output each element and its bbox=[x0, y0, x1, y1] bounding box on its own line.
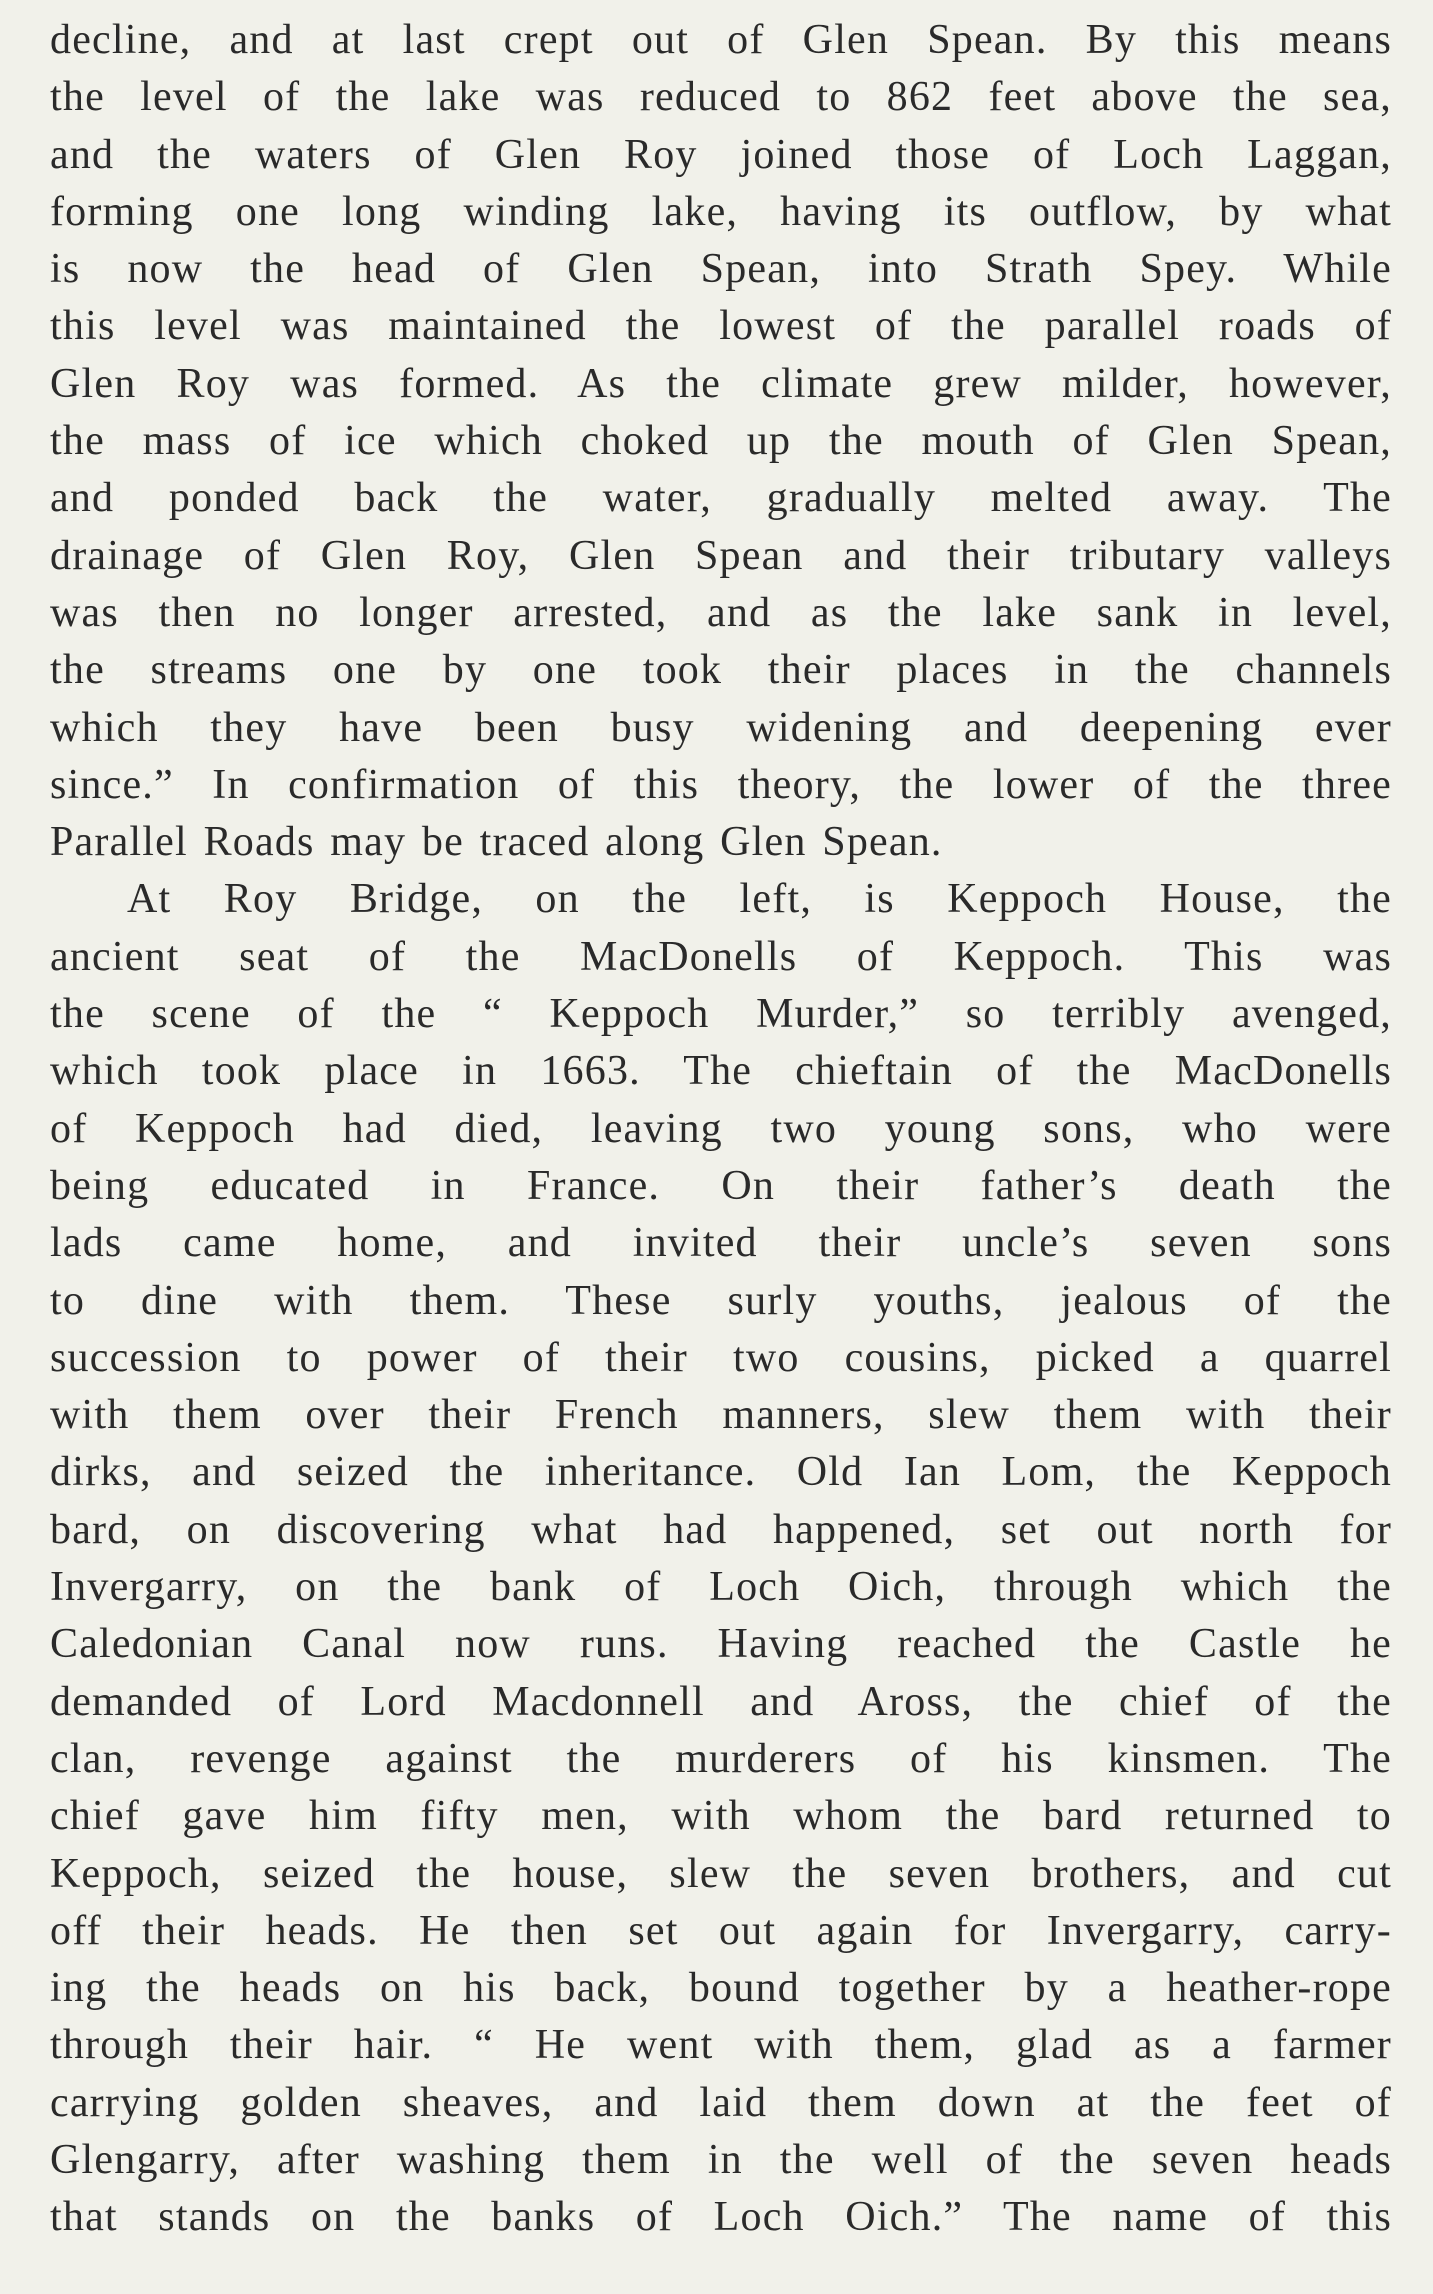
text-line: since.” In confirmation of this theory, the lower of the three bbox=[50, 761, 1392, 808]
text-line: Keppoch, seized the house, slew the seven brothers, and cut bbox=[50, 1850, 1392, 1897]
text-line: through their hair. “ He went with them, glad as a farmer bbox=[50, 2022, 1392, 2069]
text-line: ancient seat of the MacDonells of Keppoch. This was bbox=[50, 933, 1392, 980]
text-line: to dine with them. These surly youths, jealous of the bbox=[50, 1277, 1392, 1324]
text-line: dirks, and seized the inheritance. Old Ian Lom, the Keppoch bbox=[50, 1449, 1392, 1496]
text-line: and the waters of Glen Roy joined those of Loch Laggan, bbox=[50, 131, 1392, 178]
text-line: drainage of Glen Roy, Glen Spean and their tributary valleys bbox=[50, 532, 1392, 579]
text-line: Glengarry, after washing them in the well of the seven heads bbox=[50, 2136, 1392, 2183]
text-line: Glen Roy was formed. As the climate grew milder, however, bbox=[50, 360, 1392, 407]
text-line: which took place in 1663. The chieftain of the MacDonells bbox=[50, 1048, 1392, 1095]
text-line: with them over their French manners, slew them with their bbox=[50, 1392, 1392, 1439]
paragraph-end-line: Parallel Roads may be traced along Glen Spean. bbox=[50, 819, 943, 866]
text-line: forming one long winding lake, having its outflow, by what bbox=[50, 188, 1392, 235]
paragraph-start-line: At Roy Bridge, on the left, is Keppoch House, the bbox=[127, 876, 1392, 923]
text-line: the mass of ice which choked up the mouth of Glen Spean, bbox=[50, 418, 1392, 465]
text-line: the level of the lake was reduced to 862 feet above the sea, bbox=[50, 74, 1392, 121]
text-line: being educated in France. On their father’s death the bbox=[50, 1162, 1392, 1209]
text-line: clan, revenge against the murderers of his kinsmen. The bbox=[50, 1735, 1392, 1782]
text-line: off their heads. He then set out again for Invergarry, carry- bbox=[50, 1907, 1392, 1954]
text-line: ing the heads on his back, bound together by a heather-rope bbox=[50, 1965, 1392, 2012]
text-line: carrying golden sheaves, and laid them down at the feet of bbox=[50, 2079, 1392, 2126]
text-line: decline, and at last crept out of Glen Spean. By this means bbox=[50, 17, 1392, 63]
text-line: which they have been busy widening and deepening ever bbox=[50, 704, 1392, 751]
text-line: the scene of the “ Keppoch Murder,” so terribly avenged, bbox=[50, 991, 1392, 1038]
text-line: that stands on the banks of Loch Oich.” The name of this bbox=[50, 2194, 1392, 2241]
text-line: lads came home, and invited their uncle’s seven sons bbox=[50, 1220, 1392, 1267]
text-line: was then no longer arrested, and as the lake sank in level, bbox=[50, 589, 1392, 636]
text-line: chief gave him fifty men, with whom the bard returned to bbox=[50, 1793, 1392, 1840]
text-line: of Keppoch had died, leaving two young sons, who were bbox=[50, 1105, 1392, 1152]
text-line: this level was maintained the lowest of the parallel roads of bbox=[50, 303, 1392, 350]
text-line: is now the head of Glen Spean, into Strath Spey. While bbox=[50, 246, 1392, 293]
text-line: and ponded back the water, gradually melted away. The bbox=[50, 475, 1392, 522]
text-line: Invergarry, on the bank of Loch Oich, through which the bbox=[50, 1564, 1392, 1611]
text-line: bard, on discovering what had happened, set out north for bbox=[50, 1506, 1392, 1553]
text-line: the streams one by one took their places in the channels bbox=[50, 647, 1392, 694]
text-line: Caledonian Canal now runs. Having reached the Castle he bbox=[50, 1621, 1392, 1668]
text-line: demanded of Lord Macdonnell and Aross, the chief of the bbox=[50, 1678, 1392, 1725]
text-line: succession to power of their two cousins, picked a quarrel bbox=[50, 1334, 1392, 1381]
body-text bbox=[50, 12, 1392, 2247]
